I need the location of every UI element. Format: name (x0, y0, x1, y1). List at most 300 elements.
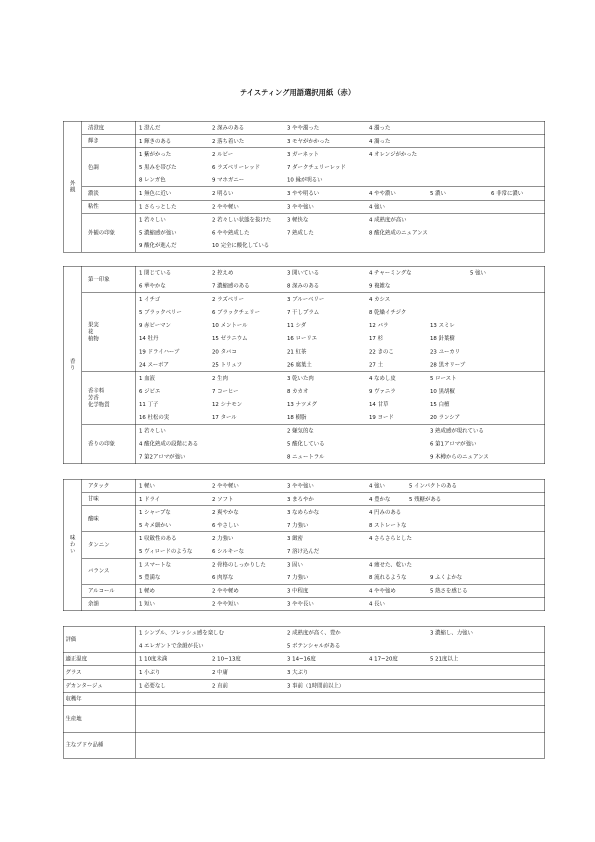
row-label-line: 植物 (88, 335, 99, 343)
row-options (136, 187, 545, 200)
term-option: 14 牡丹 (139, 335, 159, 342)
term-option: 5 ブラックベリー (139, 309, 182, 316)
option-line (136, 345, 545, 358)
term-option: 3 緻密 (287, 535, 303, 542)
row-label (82, 267, 136, 293)
term-option: 2 生肉 (212, 374, 228, 382)
row-options (136, 122, 545, 135)
row-label (82, 135, 136, 148)
term-row (82, 122, 545, 135)
term-row (82, 135, 545, 148)
term-option: 11 シダ (287, 322, 307, 329)
term-option: 2 骨格のしっかりした (212, 561, 266, 568)
row-options (136, 584, 545, 597)
term-option: 7 第2アロマが強い (139, 453, 186, 461)
option-line (136, 532, 545, 545)
term-option: 7 コーヒー (212, 387, 239, 395)
row-options (136, 666, 545, 679)
term-option: 5 ロースト (430, 374, 457, 382)
term-option: 2 やや軽い (212, 203, 239, 210)
row-options (136, 148, 545, 186)
term-option: 1 紫がかった (139, 151, 172, 158)
term-option: 6 ラズベリーレッド (212, 163, 261, 171)
term-option: 4 痩せた、乾いた (369, 561, 412, 568)
term-option: 5 インパクトのある (409, 482, 457, 489)
row-options (136, 135, 545, 148)
row-label (82, 372, 136, 424)
row-label-line: アタック (88, 482, 110, 489)
term-option: 3 濃縮し、力強い (430, 629, 473, 636)
option-line (136, 332, 545, 345)
term-option: 14 甘草 (369, 400, 389, 408)
term-option: 2 ルビー (212, 151, 234, 158)
option-line (136, 319, 545, 332)
term-option: 15 ゼラニウム (212, 335, 248, 342)
term-option: 20 ランシア (430, 414, 461, 421)
term-option: 4 酸化熟成の段階にある (139, 440, 199, 448)
term-row (64, 706, 545, 732)
term-option: 2 ソフト (212, 495, 234, 503)
term-option: 3 やや明るい (287, 189, 320, 197)
term-option: 1 澄んだ (139, 124, 161, 131)
term-option: 4 オレンジがかった (369, 151, 418, 158)
term-option: 9 赤ピーマン (139, 322, 171, 329)
option-line (136, 558, 545, 571)
row-label-line: 化学物質 (88, 401, 110, 408)
term-row (82, 148, 545, 187)
option-line (136, 519, 545, 532)
term-option: 3 やや強い (287, 482, 314, 489)
option-line (136, 438, 545, 451)
row-label-line: 収穫年 (65, 695, 82, 703)
row-options (136, 598, 545, 611)
term-option: 13 ナツメグ (287, 400, 318, 408)
term-option: 5 豊満な (139, 574, 161, 581)
row-label (64, 679, 137, 692)
term-option: 6 ジビエ (139, 387, 161, 395)
term-row (82, 532, 545, 558)
term-option: 2 落ち着いた (212, 137, 245, 145)
term-option: 4 カシス (369, 296, 391, 303)
row-label-line: 酸味 (88, 515, 99, 522)
term-option: 4 豊かな (369, 495, 391, 503)
row-label (64, 706, 137, 732)
term-option: 1 無色に近い (139, 189, 172, 197)
row-label-line: 外観の印象 (88, 229, 115, 236)
term-option: 9 ふくよかな (430, 574, 463, 581)
row-label (82, 506, 136, 532)
term-option: 4 成熟度が高い (369, 216, 407, 224)
option-line (136, 480, 545, 493)
row-label (64, 653, 137, 666)
term-option: 5 ポテンシャルがある (287, 642, 341, 649)
section-rows (82, 267, 545, 464)
term-option: 2 深みのある (212, 124, 245, 131)
option-line (136, 398, 545, 411)
term-option: 1 輝きのある (139, 137, 172, 145)
option-line (136, 666, 545, 679)
term-option: 6 肉厚な (212, 574, 234, 581)
term-option: 4 やや濃い (369, 189, 396, 197)
term-option: 4 チャーミングな (369, 269, 412, 276)
term-option: 16 杜松の実 (139, 414, 170, 421)
term-option: 3 事前（1時間前以上） (287, 682, 345, 689)
term-option: 7 溶け込んだ (287, 547, 320, 555)
row-label-line: 花 (88, 328, 94, 336)
term-option: 3 まろやか (287, 495, 314, 503)
term-row (82, 293, 545, 372)
term-option: 1 血液 (139, 374, 155, 382)
term-option: 4 17~20度 (369, 655, 398, 663)
row-label (82, 187, 136, 200)
term-option: 17 杉 (369, 335, 383, 342)
term-option: 3 なめらかな (287, 509, 320, 516)
row-label (82, 532, 136, 558)
term-option: 12 シナモン (212, 400, 243, 408)
term-option: 5 強い (470, 269, 486, 276)
tasting-section (63, 626, 545, 758)
term-option: 4 濁った (369, 137, 391, 145)
term-option: 2 直前 (212, 682, 228, 689)
row-options (136, 679, 545, 692)
option-line (136, 425, 545, 438)
row-label-line: 濃淡 (88, 189, 99, 197)
term-row (82, 200, 545, 213)
row-options (136, 506, 545, 532)
term-option: 6 非常に濃い (491, 189, 524, 197)
option-line (136, 200, 545, 213)
option-line (136, 280, 545, 293)
option-line (136, 135, 545, 148)
term-option: 2 やや軽い (212, 482, 239, 489)
term-option: 2 成熟度が高く、豊か (287, 629, 341, 636)
row-label-line: 色調 (88, 163, 99, 171)
term-option: 24 スーボア (139, 361, 169, 368)
term-option: 1 スマートな (139, 561, 172, 568)
row-label-line: 芳香 (88, 394, 99, 401)
option-line (136, 571, 545, 584)
term-option: 10 完全に酸化している (212, 242, 270, 249)
term-row (82, 493, 545, 506)
term-row (82, 558, 545, 584)
option-line (136, 411, 545, 424)
row-label-line: 香りの印象 (88, 440, 115, 448)
term-option: 2 控えめ (212, 269, 234, 276)
option-line (136, 161, 545, 174)
row-label (82, 480, 136, 493)
term-option: 15 白檀 (430, 400, 450, 408)
term-row (82, 584, 545, 597)
term-option: 8 カカオ (287, 387, 309, 395)
term-option: 4 円みのある (369, 509, 402, 516)
term-option: 9 ヴァニラ (369, 387, 396, 395)
term-option: 3 大ぶり (287, 669, 309, 676)
row-label-line: 果実 (88, 321, 99, 329)
row-label (82, 493, 136, 506)
row-options (136, 480, 545, 493)
term-option: 3 中程度 (287, 587, 309, 594)
option-line (136, 239, 545, 252)
term-row (82, 187, 545, 200)
row-label-line: 評価 (65, 635, 77, 643)
term-option: 7 熟成した (287, 229, 314, 236)
row-options (136, 293, 545, 371)
term-option: 1 閉じている (139, 269, 172, 276)
blank-entry-field (136, 732, 545, 758)
row-options (136, 425, 545, 464)
option-line (136, 174, 545, 187)
row-label (64, 627, 137, 653)
row-label-line: バランス (88, 567, 110, 575)
term-option: 27 土 (369, 361, 383, 368)
term-row (82, 480, 545, 493)
term-option: 5 黒みを帯びた (139, 163, 177, 171)
row-label-line: 甘味 (88, 495, 99, 503)
term-option: 9 酸化が進んだ (139, 242, 177, 249)
term-option: 7 力強い (287, 574, 309, 581)
option-line (136, 148, 545, 161)
term-option: 5 酸化している (287, 440, 325, 448)
term-option: 3 乾いた肉 (287, 374, 314, 382)
option-line (136, 226, 545, 239)
term-option: 2 嫌気的な (287, 427, 314, 435)
term-option: 2 若々しい状態を抜けた (212, 216, 272, 224)
term-option: 1 軽い (139, 482, 155, 489)
row-options (136, 532, 545, 558)
option-line (136, 653, 545, 666)
section-category-label: 味わい (69, 534, 76, 556)
term-option: 28 黒オリーブ (430, 361, 466, 368)
option-line (136, 122, 545, 135)
term-option: 1 ドライ (139, 495, 161, 503)
row-label (82, 122, 136, 135)
term-option: 5 残糖がある (409, 495, 442, 503)
term-row (64, 732, 545, 758)
term-option: 8 深みのある (287, 282, 320, 290)
term-option: 16 ローリエ (287, 335, 318, 342)
term-option: 8 流れるような (369, 574, 407, 581)
term-row (64, 679, 545, 692)
row-label (82, 148, 136, 186)
section-category-label: 香り (69, 358, 76, 372)
term-option: 6 シルキーな (212, 547, 245, 555)
term-row (64, 693, 545, 706)
section-category-label: 外観 (69, 179, 76, 194)
term-option: 1 シャープな (139, 509, 171, 516)
option-line (136, 293, 545, 306)
term-row (82, 214, 545, 252)
term-row (82, 598, 545, 611)
term-row (64, 653, 545, 666)
term-row (82, 506, 545, 532)
option-line (136, 451, 545, 464)
term-option: 2 爽やかな (212, 509, 239, 516)
term-option: 1 必要なし (139, 682, 166, 689)
row-label (82, 584, 136, 597)
term-option: 6 華やかな (139, 282, 166, 290)
option-line (136, 639, 545, 652)
row-options (136, 200, 545, 213)
term-option: 5 熱さを感じる (430, 587, 468, 594)
term-option: 3 モヤがかかった (287, 137, 330, 145)
term-option: 8 レンガ色 (139, 176, 166, 184)
tasting-section (63, 479, 545, 611)
row-label-line: タンニン (88, 541, 110, 548)
term-option: 5 21度以上 (430, 655, 459, 663)
row-label (82, 293, 136, 371)
row-label (82, 214, 136, 252)
term-option: 2 やや短い (212, 600, 239, 608)
term-option: 26 腐葉土 (287, 361, 312, 368)
row-label-line: アルコール (88, 587, 115, 594)
term-option: 4 強い (369, 203, 385, 210)
term-option: 2 明るい (212, 189, 234, 197)
term-option: 13 スミレ (430, 322, 455, 329)
option-line (136, 358, 545, 371)
row-options (136, 493, 545, 506)
option-line (136, 187, 545, 200)
option-line (136, 306, 545, 319)
row-options (136, 267, 545, 293)
term-option: 11 丁子 (139, 400, 159, 408)
term-option: 2 ラズベリー (212, 296, 244, 303)
row-label (82, 200, 136, 213)
term-option: 3 開いている (287, 269, 320, 276)
term-option: 4 長い (369, 600, 385, 608)
row-label (64, 732, 137, 758)
term-option: 5 ヴィロードのような (139, 547, 193, 555)
option-line (136, 584, 545, 597)
term-option: 1 イチゴ (139, 296, 161, 303)
row-label-line: グラス (65, 668, 82, 676)
term-option: 1 若々しい (139, 216, 166, 224)
term-option: 1 若々しい (139, 427, 166, 435)
term-option: 1 10度未満 (139, 655, 168, 663)
term-option: 17 タール (212, 414, 237, 421)
term-option: 3 ブルーベリー (287, 296, 325, 303)
term-option: 19 ドライハーブ (139, 348, 180, 355)
term-option: 10 黒胡椒 (430, 387, 455, 395)
option-line (136, 598, 545, 611)
option-line (136, 627, 545, 640)
term-option: 20 タバコ (212, 348, 237, 355)
blank-entry-field (136, 693, 545, 706)
row-label-line: 香辛料 (88, 387, 105, 394)
tasting-section (63, 121, 545, 252)
row-label (82, 558, 136, 584)
row-label (82, 598, 136, 611)
section-category (64, 122, 83, 252)
term-row (82, 425, 545, 464)
term-option: 3 やや強い (287, 203, 314, 210)
row-options (136, 372, 545, 424)
term-option: 5 キメ細かい (139, 521, 172, 529)
row-label-line: 清澄度 (88, 124, 105, 131)
term-option: 2 10~13度 (212, 655, 241, 663)
section-rows (82, 122, 545, 252)
term-option: 6 ブラックチェリー (212, 309, 261, 316)
term-option: 2 力強い (212, 535, 234, 542)
term-option: 5 濃い (430, 189, 446, 197)
option-line (136, 506, 545, 519)
term-option: 9 木樽からのニュアンス (430, 453, 489, 461)
option-line (136, 545, 545, 558)
term-option: 3 ガーネット (287, 151, 319, 158)
blank-entry-field (136, 706, 545, 732)
term-option: 9 複雑な (369, 282, 391, 290)
term-option: 3 固い (287, 561, 303, 568)
option-line (136, 679, 545, 692)
row-label-line: 粘性 (88, 203, 99, 210)
term-option: 7 力強い (287, 521, 309, 529)
section-category (64, 480, 83, 611)
term-option: 10 縁が明るい (287, 176, 323, 184)
section-rows (82, 480, 545, 611)
row-options (136, 214, 545, 252)
term-option: 1 収斂性のある (139, 535, 177, 542)
term-option: 4 エレガントで余韻が長い (139, 642, 204, 649)
option-line (136, 372, 545, 385)
term-option: 18 樹脂 (287, 414, 307, 421)
term-option: 21 紅茶 (287, 348, 307, 355)
term-option: 23 ユーカリ (430, 348, 461, 355)
row-options (136, 558, 545, 584)
term-row (82, 267, 545, 294)
row-label (82, 425, 136, 464)
term-option: 5 濃縮感が強い (139, 229, 177, 236)
option-line (136, 214, 545, 227)
option-line (136, 493, 545, 506)
term-option: 4 やや強め (369, 587, 396, 594)
row-options (136, 627, 545, 653)
term-option: 22 きのこ (369, 348, 394, 355)
term-option: 3 熟成感が現れている (430, 427, 484, 435)
term-option: 3 やや長い (287, 600, 314, 608)
term-option: 7 濃縮感のある (212, 282, 250, 290)
term-option: 8 ニュートラル (287, 453, 325, 461)
term-option: 2 やや軽め (212, 587, 239, 594)
term-option: 18 針葉樹 (430, 335, 455, 342)
term-option: 3 14~16度 (287, 655, 316, 663)
term-option: 1 軽め (139, 587, 155, 594)
tasting-section (63, 266, 545, 464)
term-option: 1 短い (139, 600, 155, 608)
term-option: 6 第1アロマが強い (430, 440, 477, 448)
option-line (136, 267, 545, 280)
term-option: 4 強い (369, 482, 385, 489)
term-option: 7 ダークチェリーレッド (287, 163, 346, 171)
row-label-line: デカンタージュ (65, 682, 103, 689)
term-row (64, 666, 545, 679)
term-row (82, 372, 545, 425)
term-option: 4 さらさらとした (369, 535, 412, 542)
term-option: 10 メントール (212, 322, 248, 329)
row-label (64, 693, 137, 706)
section-category (64, 267, 83, 464)
term-option: 2 中庸 (212, 669, 228, 676)
term-option: 6 やさしい (212, 521, 239, 529)
row-label-line: 輝き (88, 137, 99, 145)
section-rows (64, 627, 545, 758)
term-option: 19 ヨード (369, 414, 394, 421)
term-option: 12 バラ (369, 322, 389, 329)
term-option: 1 さらっとした (139, 203, 177, 210)
row-label-line: 主なブドウ品種 (65, 741, 104, 749)
term-option: 8 酸化熟成のニュアンス (369, 229, 428, 236)
row-label-line: 生産地 (65, 715, 82, 722)
term-option: 9 マホガニー (212, 176, 245, 184)
term-option: 3 やや濁った (287, 124, 320, 131)
